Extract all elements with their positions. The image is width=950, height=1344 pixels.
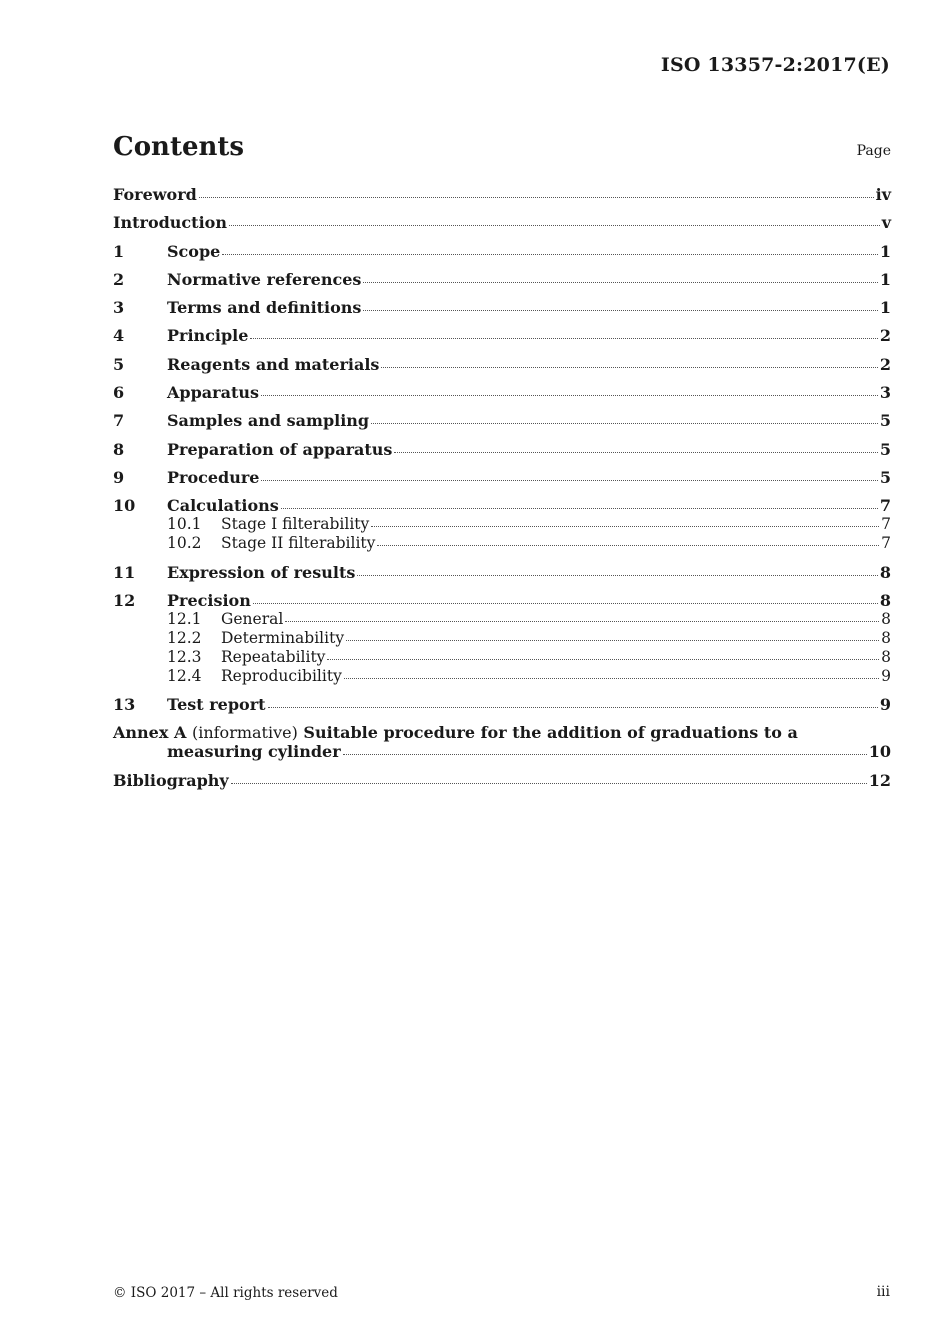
leader-dots: [363, 281, 877, 283]
toc-entry-page: 8: [879, 562, 891, 582]
toc-entry-subsection-12.1[interactable]: [113, 610, 891, 629]
toc-entry-page: 12: [868, 770, 891, 790]
toc-entry-title: Precision: [167, 590, 251, 610]
toc-entry-title: Expression of results: [167, 562, 356, 582]
toc-entry-title: Apparatus: [167, 383, 259, 403]
leader-dots: [222, 253, 878, 255]
toc-entry-page: 1: [879, 269, 891, 289]
leader-dots: [327, 658, 879, 660]
toc-entry-introduction[interactable]: [113, 213, 891, 232]
toc-entry-section-4[interactable]: [113, 326, 891, 345]
leader-dots: [253, 602, 878, 604]
leader-dots: [231, 782, 867, 784]
toc-entry-number: 10: [113, 496, 136, 516]
leader-dots: [377, 544, 879, 546]
toc-entry-subsection-12.3[interactable]: [113, 648, 891, 667]
toc-entry-number: 12: [113, 590, 136, 610]
toc-entry-page: 9: [879, 695, 891, 715]
toc-entry-page: 8: [881, 628, 891, 647]
toc-entry-number: 4: [113, 326, 125, 346]
toc-entry-page: 1: [879, 298, 891, 318]
leader-dots: [371, 422, 878, 424]
toc-entry-number: 8: [113, 439, 125, 459]
toc-entry-number: 3: [113, 298, 125, 318]
toc-entry-page: 10: [868, 742, 891, 762]
toc-entry-section-13[interactable]: [113, 695, 891, 714]
toc-entry-title: General: [221, 609, 284, 628]
toc-entry-number: 12.2: [167, 628, 202, 647]
leader-dots: [346, 639, 879, 641]
toc-entry-title: Bibliography: [113, 770, 229, 790]
toc-entry-section-6[interactable]: [113, 383, 891, 402]
page-column-label: Page: [856, 143, 891, 159]
toc-entry-title: Test report: [167, 695, 266, 715]
toc-entry-page: 5: [879, 411, 891, 431]
toc-entry-annex-a-continued[interactable]: [113, 742, 891, 761]
leader-dots: [343, 753, 867, 755]
leader-dots: [229, 224, 880, 226]
toc-entry-section-11[interactable]: [113, 563, 891, 582]
toc-entry-title: Procedure: [167, 467, 260, 487]
toc-entry-title: Determinability: [221, 628, 345, 647]
toc-entry-number: 12.4: [167, 666, 202, 685]
toc-entry-number: 10.1: [167, 515, 202, 534]
leader-dots: [261, 479, 877, 481]
toc-entry-section-3[interactable]: [113, 298, 891, 317]
toc-entry-page: 5: [879, 439, 891, 459]
annex-label: Annex A: [113, 723, 187, 743]
toc-entry-page: 1: [879, 241, 891, 261]
toc-entry-title: Reagents and materials: [167, 354, 380, 374]
toc-entry-subsection-10.2[interactable]: [113, 534, 891, 553]
toc-entry-number: 1: [113, 241, 125, 261]
contents-title: Contents: [113, 132, 245, 162]
leader-dots: [285, 620, 879, 622]
leader-dots: [394, 451, 877, 453]
leader-dots: [281, 507, 878, 509]
toc-entry-title: Stage II filterability: [221, 534, 376, 553]
leader-dots: [250, 337, 877, 339]
toc-entry-foreword[interactable]: [113, 185, 891, 204]
toc-entry-annex-a[interactable]: [113, 723, 891, 742]
toc-entry-title: Introduction: [113, 213, 227, 233]
toc-entry-section-12[interactable]: [113, 591, 891, 610]
toc-entry-page: 7: [879, 496, 891, 516]
toc-entry-page: 3: [879, 383, 891, 403]
toc-entry-page: 5: [879, 467, 891, 487]
footer-copyright: © ISO 2017 – All rights reserved: [113, 1285, 338, 1301]
toc-entry-title: Repeatability: [221, 647, 326, 666]
leader-dots: [363, 309, 877, 311]
toc-entry-subsection-12.2[interactable]: [113, 629, 891, 648]
toc-entry-page: 7: [881, 534, 891, 553]
toc-entry-number: 5: [113, 354, 125, 374]
toc-entry-number: 10.2: [167, 534, 202, 553]
toc-entry-title: Stage I filterability: [221, 515, 370, 534]
toc-entry-number: 13: [113, 695, 136, 715]
toc-entry-title: Reproducibility: [221, 666, 342, 685]
toc-entry-page: 8: [881, 647, 891, 666]
toc-entry-title: Normative references: [167, 269, 362, 289]
annex-title-line2: measuring cylinder: [167, 742, 341, 762]
leader-dots: [381, 366, 877, 368]
toc-entry-section-2[interactable]: [113, 270, 891, 289]
toc-entry-page: 9: [881, 666, 891, 685]
annex-qualifier: (informative): [191, 723, 298, 743]
toc-entry-section-10[interactable]: [113, 496, 891, 515]
toc-entry-section-7[interactable]: [113, 411, 891, 430]
toc-entry-page: iv: [875, 185, 891, 204]
toc-entry-section-5[interactable]: [113, 355, 891, 374]
toc-entry-page: 8: [879, 590, 891, 610]
toc-entry-number: 11: [113, 562, 136, 582]
toc-entry-number: 7: [113, 411, 125, 431]
toc-entry-title: Terms and definitions: [167, 298, 362, 318]
toc-entry-title: Preparation of apparatus: [167, 439, 393, 459]
toc-entry-number: 2: [113, 269, 125, 289]
leader-dots: [261, 394, 878, 396]
toc-entry-section-1[interactable]: [113, 242, 891, 261]
toc-entry-number: 12.3: [167, 647, 202, 666]
annex-title-line1: Suitable procedure for the addition of graduations to a: [303, 723, 798, 743]
footer-page-number: iii: [876, 1284, 890, 1300]
toc-entry-title: Calculations: [167, 496, 279, 516]
toc-entry-title: Principle: [167, 326, 249, 346]
toc-entry-number: 9: [113, 467, 125, 487]
toc-entry-bibliography[interactable]: [113, 771, 891, 790]
toc-entry-title: Scope: [167, 241, 221, 261]
leader-dots: [357, 574, 878, 576]
toc-entry-page: 2: [879, 326, 891, 346]
toc-entry-title: Samples and sampling: [167, 411, 370, 431]
toc-entry-page: 8: [881, 609, 891, 628]
toc-entry-number: 6: [113, 383, 125, 403]
toc-entry-page: 2: [879, 354, 891, 374]
toc-entry-section-8[interactable]: [113, 440, 891, 459]
toc-sections: [113, 242, 891, 715]
toc-entry-page: 7: [881, 515, 891, 534]
leader-dots: [344, 677, 879, 679]
document-id: ISO 13357-2:2017(E): [660, 54, 890, 76]
toc-entry-section-9[interactable]: [113, 468, 891, 487]
contents-header: [113, 132, 891, 162]
toc-entry-number: 12.1: [167, 609, 202, 628]
toc-entry-title: Foreword: [113, 185, 197, 204]
toc-entry-subsection-12.4[interactable]: [113, 667, 891, 686]
leader-dots: [199, 196, 874, 198]
table-of-contents: [113, 185, 891, 790]
leader-dots: [371, 525, 879, 527]
toc-entry-page: v: [881, 213, 891, 233]
toc-entry-subsection-10.1[interactable]: [113, 515, 891, 534]
leader-dots: [268, 706, 878, 708]
